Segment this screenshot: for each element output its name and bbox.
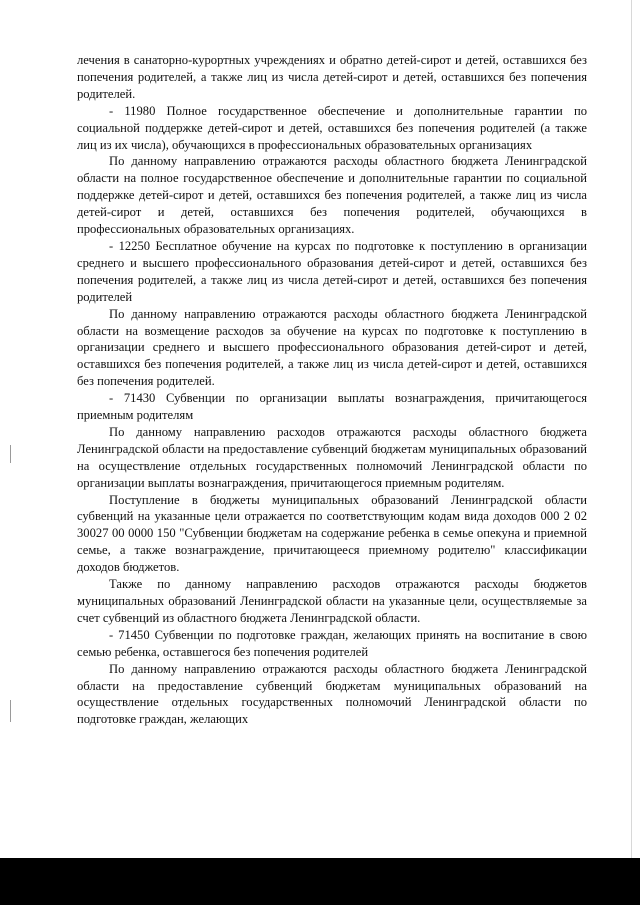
paragraph-item-12250: - 12250 Бесплатное обучение на курсах по подготовке к поступлению в организации среднего и высшего профессионального образования детей-сирот и детей, оставшихся без попечения родителей, а также лиц из числа детей-сирот и детей, оставшихся без попечения родителей [77, 238, 587, 304]
paragraph-municipal-expenses: Также по данному направлению расходов отражаются расходы бюджетов муниципальных образований Ленинградской области на указанные цели, осуществляемые за счет субвенций из областного бюджета Ленинградской области. [77, 577, 587, 625]
paragraph-income-codes: Поступление в бюджеты муниципальных образований Ленинградской области субвенций на указанные цели отражается по соответствующим кодам вида доходов 000 2 02 30027 00 0000 150 "Субвенции бюджетам на содержание ребенка в семье опекуна и приемной семье, а также вознаграждение, причитающееся приемному родителю" классификации доходов бюджетов. [77, 492, 587, 575]
paragraph-item-11980: - 11980 Полное государственное обеспечение и дополнительные гарантии по социальной поддержке детей-сирот и детей, оставшихся без попечения родителей (а также лиц из их числа), обучающихся в профессиональных образовательных организациях [77, 103, 587, 152]
document-text-body [77, 52, 587, 728]
paragraph-item-71430: - 71430 Субвенции по организации выплаты вознаграждения, причитающегося приемным родителям [77, 391, 587, 423]
scan-margin-mark [10, 700, 11, 722]
paragraph-description: По данному направлению отражаются расходы областного бюджета Ленинградской области на предоставление субвенций бюджетам муниципальных образований на осуществление отдельных государственных полномочий Ленинградской области по подготовке граждан, желающих [77, 661, 587, 727]
paragraph-description: По данному направлению отражаются расходы областного бюджета Ленинградской области на возмещение расходов за обучение на курсах по подготовке к поступлению в организации среднего и высшего профессионального образования детей-сирот и детей, оставшихся без попечения родителей, а также лиц из числа детей-сирот и детей, оставшихся без попечения родителей. [77, 306, 587, 389]
scan-edge-line [631, 0, 632, 858]
paragraph-description: По данному направлению отражаются расходы областного бюджета Ленинградской области на полное государственное обеспечение и дополнительные гарантии по социальной поддержке детей-сирот и детей, оставшихся без попечения родителей, а также лиц из числа детей-сирот и детей, оставшихся без попечения родителей, обучающихся в профессиональных образовательных организациях. [77, 154, 587, 237]
paragraph-description: По данному направлению расходов отражаются расходы областного бюджета Ленинградской области на предоставление субвенций бюджетам муниципальных образований на осуществление отдельных государственных полномочий Ленинградской области по организации выплаты вознаграждения, причитающегося приемным родителям. [77, 424, 587, 490]
paragraph-continuation: лечения в санаторно-курортных учреждениях и обратно детей-сирот и детей, оставшихся без попечения родителей, а также лиц из числа детей-сирот и детей, оставшихся без попечения родителей. [77, 53, 587, 101]
paragraph-item-71450: - 71450 Субвенции по подготовке граждан, желающих принять на воспитание в свою семью ребенка, оставшегося без попечения родителей [77, 627, 587, 659]
scan-margin-mark [10, 445, 11, 463]
scan-bottom-border [0, 858, 640, 905]
